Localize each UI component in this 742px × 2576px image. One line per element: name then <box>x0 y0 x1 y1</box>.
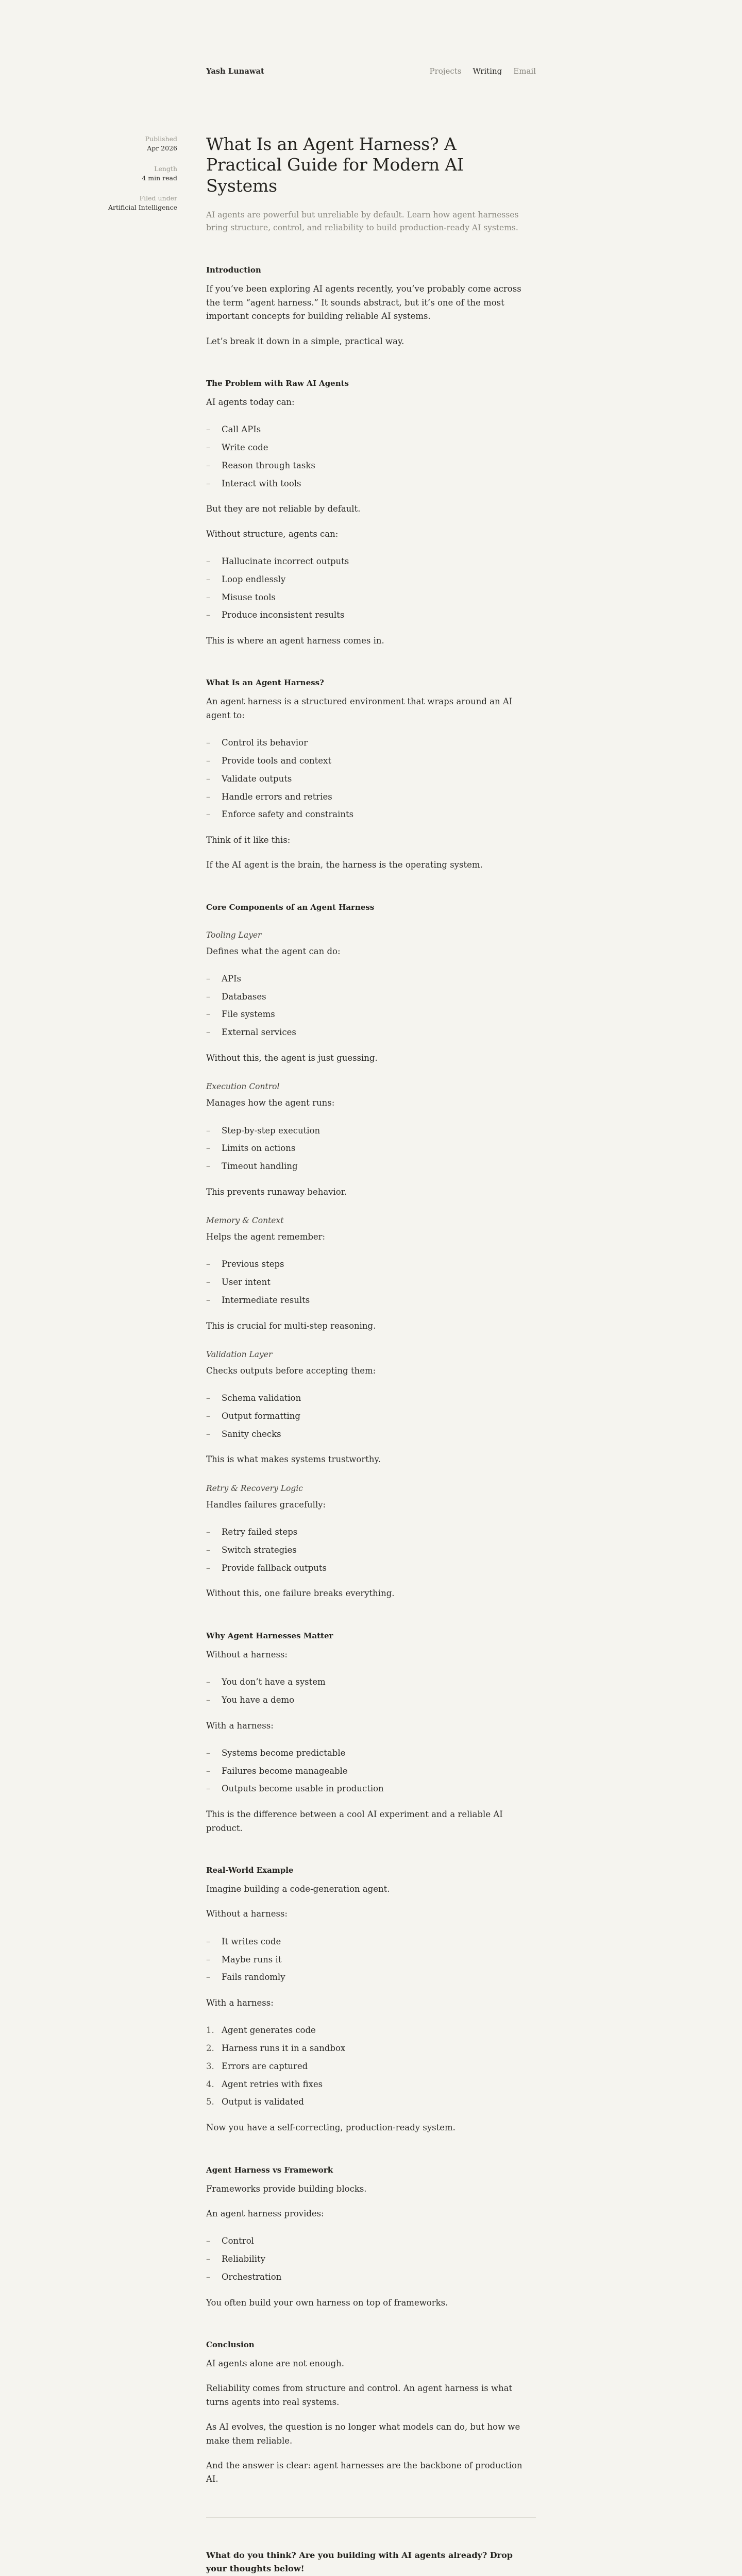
list-item-text: You don’t have a system <box>222 1677 326 1687</box>
list-item-text: Orchestration <box>222 2272 282 2282</box>
list-item <box>206 2253 536 2266</box>
paragraph: Reliability comes from structure and control. An agent harness is what turns agents into real systems. <box>206 2383 513 2407</box>
list-item <box>206 1026 536 1039</box>
subsection-heading: Memory & Context <box>206 1216 284 1226</box>
list-item <box>206 1428 536 1441</box>
section-heading: Introduction <box>206 265 261 275</box>
list-item <box>206 2024 536 2037</box>
nav-email[interactable]: Email <box>513 66 536 76</box>
list-item <box>206 973 536 986</box>
list-marker: – <box>206 1972 211 1982</box>
list-item-text: Interact with tools <box>222 478 301 488</box>
paragraph: But they are not reliable by default. <box>206 504 361 514</box>
list-item-text: External services <box>222 1027 296 1038</box>
list-item-text: Systems become predictable <box>222 1748 346 1758</box>
list-item <box>206 1160 536 1173</box>
paragraph: You often build your own harness on top of frameworks. <box>206 2297 448 2308</box>
list-item <box>206 737 536 750</box>
section-heading: What Is an Agent Harness? <box>206 678 324 688</box>
paragraph: As AI evolves, the question is no longer what models can do, but how we make them reliable. <box>206 2422 520 2446</box>
list-item <box>206 1765 536 1778</box>
list-item <box>206 2042 536 2055</box>
list-item <box>206 1971 536 1984</box>
list-item <box>206 755 536 768</box>
paragraph: With a harness: <box>206 1998 274 2008</box>
list-marker: – <box>206 1125 211 1136</box>
list-item-text: Errors are captured <box>222 2061 308 2071</box>
list-marker: – <box>206 1527 211 1537</box>
list-item-text: Enforce safety and constraints <box>222 809 354 820</box>
list-marker: – <box>206 1545 211 1555</box>
list-item-text: Previous steps <box>222 1259 284 1269</box>
bullet-list <box>206 1936 536 1984</box>
list-marker: – <box>206 425 211 435</box>
paragraph: An agent harness provides: <box>206 2208 324 2218</box>
list-item <box>206 791 536 804</box>
list-marker: – <box>206 556 211 567</box>
list-marker: – <box>206 592 211 602</box>
list-marker: – <box>206 1954 211 1964</box>
list-marker: – <box>206 1766 211 1776</box>
list-number: 1. <box>206 2025 214 2036</box>
list-marker: – <box>206 756 211 766</box>
paragraph: Without a harness: <box>206 1649 288 1659</box>
paragraph: Without this, the agent is just guessing. <box>206 1053 378 1063</box>
list-item-text: Harness runs it in a sandbox <box>222 2043 346 2054</box>
list-item-text: Intermediate results <box>222 1295 310 1305</box>
list-marker: – <box>206 1563 211 1573</box>
list-item-text: Retry failed steps <box>222 1527 298 1537</box>
list-item <box>206 442 536 454</box>
list-item-text: Provide fallback outputs <box>222 1563 327 1573</box>
list-item-text: Outputs become usable in production <box>222 1784 384 1794</box>
paragraph: Without this, one failure breaks everything. <box>206 1588 395 1599</box>
paragraph: Helps the agent remember: <box>206 1231 326 1242</box>
list-item <box>206 423 536 436</box>
subsection-heading: Retry & Recovery Logic <box>206 1483 303 1493</box>
paragraph: This is what makes systems trustworthy. <box>206 1454 381 1465</box>
list-item-text: Fails randomly <box>222 1972 285 1982</box>
list-marker: – <box>206 1143 211 1154</box>
paragraph: Without structure, agents can: <box>206 529 339 539</box>
list-item-text: Databases <box>222 991 266 1002</box>
bullet-list <box>206 555 536 622</box>
section-heading: Real-World Example <box>206 1865 294 1875</box>
divider <box>206 2517 536 2518</box>
paragraph: This prevents runaway behavior. <box>206 1187 347 1197</box>
list-marker: – <box>206 2254 211 2264</box>
paragraph: This is crucial for multi-step reasoning. <box>206 1320 376 1331</box>
meta-length <box>90 165 177 183</box>
list-marker: – <box>206 973 211 984</box>
section-heading: Why Agent Harnesses Matter <box>206 1631 333 1640</box>
paragraph: Think of it like this: <box>206 835 291 845</box>
list-item <box>206 1783 536 1795</box>
list-number: 4. <box>206 2079 214 2089</box>
bullet-list <box>206 1258 536 1307</box>
list-marker: – <box>206 478 211 488</box>
site-brand-link[interactable]: Yash Lunawat <box>206 67 264 76</box>
bullet-list <box>206 2235 536 2283</box>
list-marker: – <box>206 1677 211 1687</box>
list-marker: – <box>206 1277 211 1287</box>
bullet-list <box>206 423 536 490</box>
list-marker: – <box>206 1936 211 1946</box>
list-item <box>206 2096 536 2109</box>
list-item-text: Handle errors and retries <box>222 791 332 802</box>
bullet-list <box>206 1392 536 1440</box>
list-marker: – <box>206 1429 211 1439</box>
list-item-text: Step-by-step execution <box>222 1125 321 1136</box>
list-item-text: Loop endlessly <box>222 574 286 584</box>
list-item <box>206 1526 536 1539</box>
bullet-list <box>206 973 536 1039</box>
bullet-list <box>206 1676 536 1707</box>
list-item <box>206 2235 536 2248</box>
list-item-text: Timeout handling <box>222 1161 298 1172</box>
list-item <box>206 1676 536 1689</box>
list-item-text: You have a demo <box>222 1694 295 1705</box>
list-item-text: Output is validated <box>222 2097 304 2107</box>
list-item-text: Reason through tasks <box>222 460 315 470</box>
list-marker: – <box>206 1027 211 1038</box>
meta-published-value: Apr 2026 <box>147 144 177 152</box>
section-heading: The Problem with Raw AI Agents <box>206 378 349 388</box>
list-item <box>206 1562 536 1575</box>
list-item-text: Switch strategies <box>222 1545 297 1555</box>
bullet-list <box>206 1747 536 1795</box>
list-marker: – <box>206 460 211 470</box>
call-to-action: What do you think? Are you building with AI agents already? Drop your thoughts below! <box>206 2550 513 2574</box>
list-number: 5. <box>206 2097 214 2107</box>
paragraph: Without a harness: <box>206 1909 288 1919</box>
list-item-text: Agent retries with fixes <box>222 2079 323 2089</box>
list-item-text: Misuse tools <box>222 592 276 602</box>
paragraph: If you’ve been exploring AI agents recently, you’ve probably come across the term “agent harness.” It sounds abstract, but it’s one of the most important concepts for building reliable AI systems. <box>206 284 521 321</box>
list-item <box>206 1294 536 1307</box>
list-item <box>206 1954 536 1967</box>
section-heading: Conclusion <box>206 2340 255 2349</box>
list-item-text: APIs <box>222 973 242 984</box>
list-item-text: Write code <box>222 443 268 453</box>
list-item <box>206 2060 536 2073</box>
site-header <box>206 0 536 124</box>
list-marker: – <box>206 574 211 584</box>
list-item-text: Reliability <box>222 2254 265 2264</box>
list-item-text: Output formatting <box>222 1411 300 1421</box>
numbered-list <box>206 2024 536 2109</box>
list-number: 2. <box>206 2043 214 2054</box>
subsection-heading: Tooling Layer <box>206 930 262 940</box>
bullet-list <box>206 1526 536 1574</box>
list-item <box>206 2271 536 2284</box>
list-marker: – <box>206 443 211 453</box>
list-item <box>206 1694 536 1707</box>
paragraph: Now you have a self-correcting, production-ready system. <box>206 2123 456 2133</box>
paragraph: Checks outputs before accepting them: <box>206 1365 376 1376</box>
paragraph: AI agents today can: <box>206 397 295 407</box>
paragraph: Frameworks provide building blocks. <box>206 2183 367 2194</box>
list-marker: – <box>206 2272 211 2282</box>
section-heading: Agent Harness vs Framework <box>206 2165 333 2175</box>
paragraph: This is the difference between a cool AI experiment and a reliable AI product. <box>206 1809 503 1833</box>
list-marker: – <box>206 1411 211 1421</box>
article-meta <box>90 135 177 224</box>
list-marker: – <box>206 991 211 1002</box>
meta-length-label: Length <box>154 164 177 173</box>
meta-published-label: Published <box>145 135 177 143</box>
list-item <box>206 2078 536 2091</box>
list-item-text: Control <box>222 2236 254 2246</box>
paragraph: Imagine building a code-generation agent. <box>206 1884 390 1894</box>
article-title: What Is an Agent Harness? A Practical Guide for Modern AI Systems <box>206 134 464 196</box>
list-item-text: Sanity checks <box>222 1429 281 1439</box>
bullet-list <box>206 737 536 821</box>
nav-writing[interactable]: Writing <box>473 66 502 76</box>
list-item <box>206 591 536 604</box>
list-item-text: Hallucinate incorrect outputs <box>222 556 349 567</box>
list-item-text: Schema validation <box>222 1393 301 1403</box>
meta-filed <box>90 194 177 213</box>
paragraph: If the AI agent is the brain, the harness is the operating system. <box>206 860 483 870</box>
list-marker: – <box>206 1784 211 1794</box>
paragraph: An agent harness is a structured environment that wraps around an AI agent to: <box>206 697 513 720</box>
paragraph: And the answer is clear: agent harnesses are the backbone of production AI. <box>206 2460 522 2484</box>
paragraph: AI agents alone are not enough. <box>206 2358 345 2368</box>
list-item <box>206 1125 536 1138</box>
list-item <box>206 1008 536 1021</box>
list-item-text: Call APIs <box>222 425 261 435</box>
list-marker: – <box>206 1694 211 1705</box>
paragraph: With a harness: <box>206 1720 274 1731</box>
article <box>206 134 536 2576</box>
list-item-text: User intent <box>222 1277 271 1287</box>
meta-filed-value[interactable]: Artificial Intelligence <box>108 204 177 212</box>
list-item <box>206 991 536 1004</box>
paragraph: Let’s break it down in a simple, practical way. <box>206 336 404 346</box>
nav-projects[interactable]: Projects <box>429 66 462 76</box>
list-marker: – <box>206 1295 211 1305</box>
paragraph: Defines what the agent can do: <box>206 946 341 956</box>
list-marker: – <box>206 773 211 784</box>
subsection-heading: Execution Control <box>206 1082 280 1092</box>
section-heading: Core Components of an Agent Harness <box>206 902 375 912</box>
list-item-text: File systems <box>222 1009 275 1020</box>
meta-length-value: 4 min read <box>142 174 177 182</box>
list-marker: – <box>206 2236 211 2246</box>
list-item <box>206 609 536 622</box>
list-marker: – <box>206 1161 211 1172</box>
list-item-text: Agent generates code <box>222 2025 316 2036</box>
list-item <box>206 808 536 821</box>
list-item <box>206 460 536 472</box>
paragraph: This is where an agent harness comes in. <box>206 636 384 646</box>
list-marker: – <box>206 1009 211 1020</box>
list-item-text: It writes code <box>222 1936 281 1946</box>
list-item-text: Control its behavior <box>222 738 308 748</box>
list-marker: – <box>206 809 211 820</box>
list-item <box>206 1410 536 1423</box>
main-nav <box>430 65 536 77</box>
list-item <box>206 1392 536 1405</box>
list-marker: – <box>206 1748 211 1758</box>
list-marker: – <box>206 1259 211 1269</box>
list-marker: – <box>206 791 211 802</box>
list-item <box>206 1747 536 1760</box>
meta-published <box>90 135 177 154</box>
meta-filed-label: Filed under <box>139 194 177 202</box>
list-item <box>206 1276 536 1289</box>
list-marker: – <box>206 738 211 748</box>
paragraph: Handles failures gracefully: <box>206 1499 326 1510</box>
list-item <box>206 1936 536 1948</box>
list-marker: – <box>206 1393 211 1403</box>
list-item <box>206 1544 536 1557</box>
list-item-text: Provide tools and context <box>222 756 331 766</box>
list-item <box>206 1258 536 1271</box>
list-marker: – <box>206 610 211 620</box>
list-item <box>206 555 536 568</box>
list-number: 3. <box>206 2061 214 2071</box>
list-item-text: Limits on actions <box>222 1143 296 1154</box>
list-item <box>206 773 536 786</box>
list-item-text: Produce inconsistent results <box>222 610 345 620</box>
list-item-text: Maybe runs it <box>222 1954 282 1964</box>
list-item-text: Failures become manageable <box>222 1766 348 1776</box>
paragraph: Manages how the agent runs: <box>206 1098 335 1108</box>
list-item <box>206 573 536 586</box>
list-item-text: Validate outputs <box>222 773 292 784</box>
subsection-heading: Validation Layer <box>206 1350 273 1360</box>
list-item <box>206 478 536 490</box>
article-dek: AI agents are powerful but unreliable by default. Learn how agent harnesses bring structure, control, and reliability to build production-ready AI systems. <box>206 210 519 232</box>
list-item <box>206 1142 536 1155</box>
bullet-list <box>206 1125 536 1173</box>
